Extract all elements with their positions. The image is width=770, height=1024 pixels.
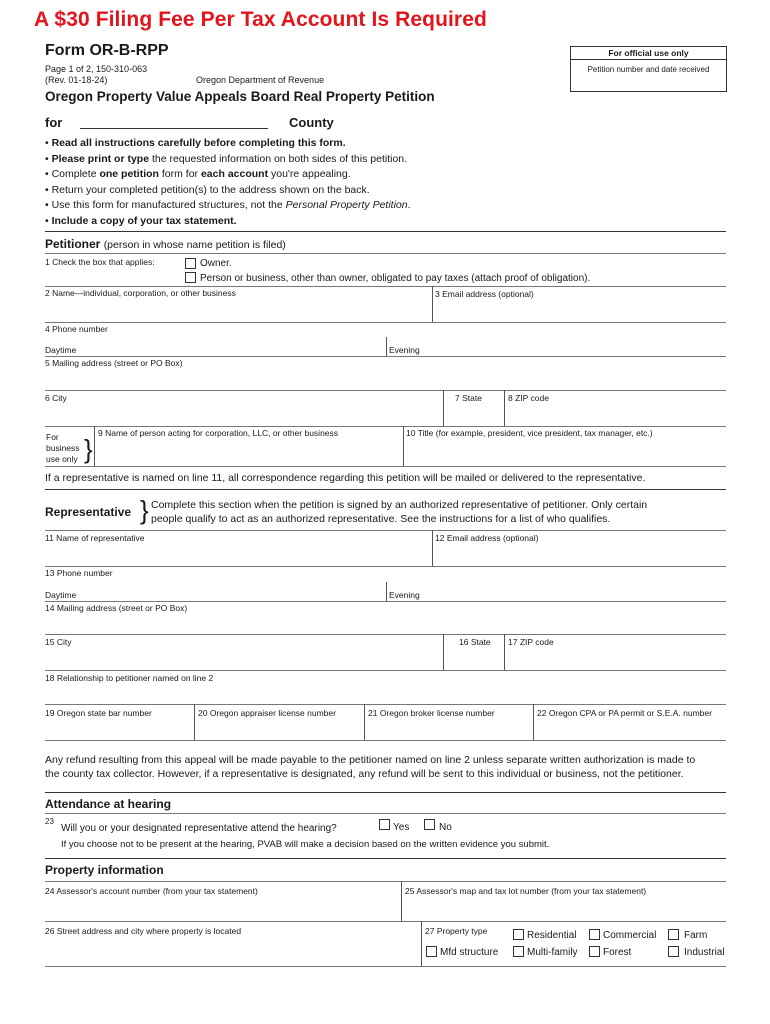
county-label: County [289, 115, 334, 130]
line19-label: 19 Oregon state bar number [45, 708, 152, 718]
line14-label: 14 Mailing address (street or PO Box) [45, 603, 188, 613]
divider [45, 489, 726, 490]
refund-note: Any refund resulting from this appeal will be made payable to the petitioner named on line 2 unless separate written authorization is made to the county tax collector. However, if a representative is designated, any refund will be sent to this individual or business, not the petitioner. [45, 754, 696, 780]
divider [45, 466, 726, 467]
for-business-label: For business use only [46, 432, 80, 464]
revision: (Rev. 01-18-24) [45, 75, 108, 85]
divider [45, 390, 726, 391]
petitioner-heading: Petitioner (person in whose name petition is filed) [45, 237, 286, 251]
divider [45, 231, 726, 232]
form-title: Oregon Property Value Appeals Board Real Property Petition [45, 89, 435, 104]
property-heading: Property information [45, 863, 164, 877]
divider [432, 530, 433, 566]
instruction-item: • Please print or type the requested information on both sides of this petition. [45, 152, 408, 165]
form-id: Form OR-B-RPP [45, 42, 169, 59]
divider [504, 390, 505, 426]
line4-label: 4 Phone number [45, 324, 108, 334]
divider [432, 286, 433, 322]
owner-label: Owner. [200, 258, 232, 269]
residential-checkbox[interactable] [513, 929, 524, 940]
divider [194, 704, 195, 740]
line24-label: 24 Assessor's account number (from your tax statement) [45, 886, 258, 896]
divider [45, 286, 726, 287]
attend-yes-label: Yes [393, 822, 410, 833]
line21-label: 21 Oregon broker license number [368, 708, 495, 718]
divider [401, 881, 402, 921]
official-use-box [570, 46, 727, 92]
multi-family-checkbox[interactable] [513, 946, 524, 957]
divider [533, 704, 534, 740]
divider [443, 634, 444, 670]
representative-desc: Complete this section when the petition is signed by an authorized representative of petitioner. Only certain people qualify to act as an authorized representative. See the instructions for a list of who qualifies. [151, 499, 648, 525]
line25-label: 25 Assessor's map and tax lot number (from your tax statement) [405, 886, 647, 896]
rep-daytime-label: Daytime [45, 590, 77, 600]
county-input-line[interactable] [80, 128, 268, 129]
line23-number: 23 [45, 817, 54, 826]
divider [443, 390, 444, 426]
divider [45, 253, 726, 254]
divider [386, 582, 387, 601]
divider [45, 921, 726, 922]
other-obligated-checkbox[interactable] [185, 272, 196, 283]
mfd-structure-label: Mfd structure [440, 947, 499, 958]
line2-label: 2 Name—individual, corporation, or other business [45, 288, 236, 298]
brace: } [84, 434, 93, 464]
line16-label: 16 State [459, 637, 491, 647]
mfd-structure-checkbox[interactable] [426, 946, 437, 957]
divider [45, 813, 726, 814]
line10-label: 10 Title (for example, president, vice president, tax manager, etc.) [406, 428, 653, 438]
attendance-question: Will you or your designated representative attend the hearing? [61, 823, 337, 834]
divider [45, 530, 726, 531]
farm-checkbox[interactable] [668, 929, 679, 940]
attend-no-label: No [439, 822, 452, 833]
line18-label: 18 Relationship to petitioner named on line 2 [45, 673, 214, 683]
multi-family-label: Multi-family [527, 947, 578, 958]
forest-label: Forest [603, 947, 632, 958]
instruction-item: • Complete one petition form for each account you're appealing. [45, 168, 351, 180]
divider [504, 634, 505, 670]
name-input[interactable] [45, 298, 430, 320]
divider [45, 634, 726, 635]
residential-label: Residential [527, 930, 577, 941]
official-use-sub: Petition number and date received [587, 65, 710, 74]
line6-label: 6 City [45, 393, 67, 403]
divider [403, 426, 404, 466]
line1-label: 1 Check the box that applies: [45, 257, 155, 267]
official-use-header: For official use only [571, 47, 726, 60]
line26-label: 26 Street address and city where property is located [45, 926, 242, 936]
line22-label: 22 Oregon CPA or PA permit or S.E.A. number [537, 708, 712, 718]
owner-checkbox[interactable] [185, 258, 196, 269]
line13-label: 13 Phone number [45, 568, 113, 578]
instruction-item: • Return your completed petition(s) to the address shown on the back. [45, 183, 370, 196]
line11-label: 11 Name of representative [45, 533, 145, 543]
instruction-item: • Use this form for manufactured structures, not the Personal Property Petition. [45, 199, 411, 211]
forest-checkbox[interactable] [589, 946, 600, 957]
divider [45, 740, 726, 741]
line3-label: 3 Email address (optional) [435, 289, 534, 299]
industrial-label: Industrial [684, 947, 725, 958]
divider [94, 426, 95, 466]
filing-fee-banner: A $30 Filing Fee Per Tax Account Is Required [34, 8, 487, 31]
divider [45, 881, 726, 882]
divider [45, 966, 726, 967]
divider [45, 601, 726, 602]
line8-label: 8 ZIP code [508, 393, 549, 403]
divider [45, 566, 726, 567]
attendance-note: If you choose not to be present at the hearing, PVAB will make a decision based on the written evidence you submit. [61, 839, 550, 850]
attend-no-checkbox[interactable] [424, 819, 435, 830]
line20-label: 20 Oregon appraiser license number [198, 708, 336, 718]
attend-yes-checkbox[interactable] [379, 819, 390, 830]
divider [45, 426, 726, 427]
divider [45, 792, 726, 793]
instruction-item: • Include a copy of your tax statement. [45, 214, 237, 227]
brace: } [140, 495, 149, 525]
industrial-checkbox[interactable] [668, 946, 679, 957]
line9-label: 9 Name of person acting for corporation, LLC, or other business [98, 428, 339, 438]
divider [421, 921, 422, 966]
line12-label: 12 Email address (optional) [435, 533, 539, 543]
farm-label: Farm [684, 930, 708, 941]
divider [386, 337, 387, 356]
divider [45, 356, 726, 357]
email-input[interactable] [435, 298, 725, 320]
divider [45, 322, 726, 323]
department: Oregon Department of Revenue [196, 75, 325, 85]
divider [45, 704, 726, 705]
line7-label: 7 State [455, 393, 482, 403]
for-label: for [45, 115, 63, 130]
representative-heading: Representative [45, 505, 132, 519]
instruction-item: • Read all instructions carefully before completing this form. [45, 137, 346, 149]
line17-label: 17 ZIP code [508, 637, 554, 647]
other-obligated-label: Person or business, other than owner, obligated to pay taxes (attach proof of obligation). [200, 273, 591, 284]
line5-label: 5 Mailing address (street or PO Box) [45, 358, 183, 368]
daytime-label: Daytime [45, 345, 77, 355]
line27-label: 27 Property type [425, 926, 488, 936]
attendance-heading: Attendance at hearing [45, 797, 172, 811]
line15-label: 15 City [45, 637, 72, 647]
page-info: Page 1 of 2, 150-310-063 [45, 64, 148, 74]
divider [45, 858, 726, 859]
divider [364, 704, 365, 740]
instructions-list [45, 136, 411, 229]
rep-evening-label: Evening [389, 590, 420, 600]
commercial-checkbox[interactable] [589, 929, 600, 940]
commercial-label: Commercial [603, 930, 657, 941]
divider [45, 670, 726, 671]
rep-notice: If a representative is named on line 11, all correspondence regarding this petition will be mailed or delivered to the representative. [45, 472, 646, 484]
evening-label: Evening [389, 345, 420, 355]
